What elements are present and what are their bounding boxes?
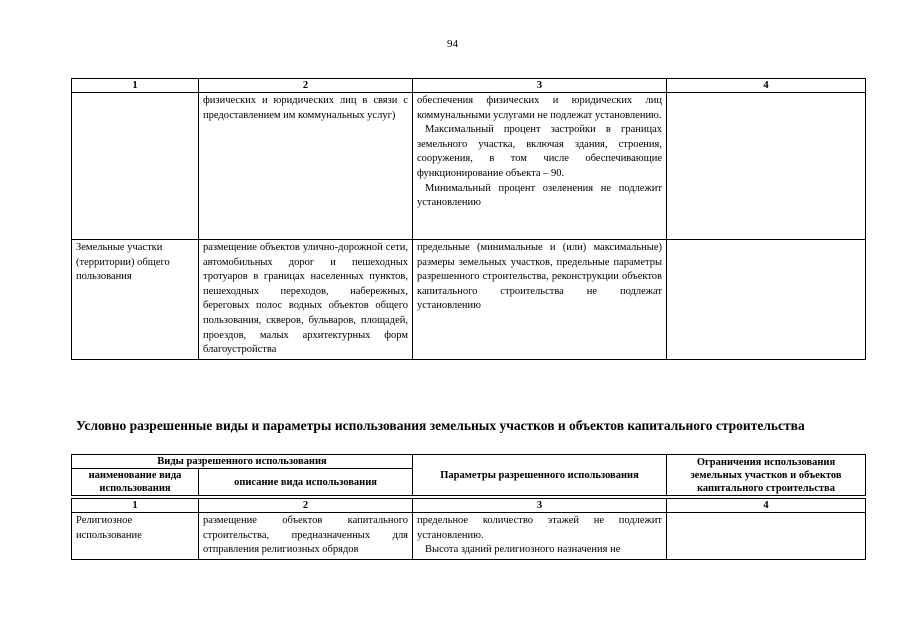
col-number: 4 <box>667 499 866 513</box>
col-number: 3 <box>413 499 667 513</box>
col-number: 2 <box>199 499 413 513</box>
table-row <box>72 93 866 240</box>
header-row <box>72 455 866 469</box>
parameter-paragraph: Минимальный процент озеленения не подлежит установлению <box>417 182 662 209</box>
use-name-cell: Религиозное использование <box>72 513 199 560</box>
parameter-paragraph: Максимальный процент застройки в границах земельного участка, включая здания, строения, сооружения, в том числе обеспечивающие функционирование объекта – 90. <box>417 124 662 179</box>
col-number: 2 <box>199 79 413 93</box>
use-name-cell <box>72 93 199 240</box>
use-limits-cell <box>667 240 866 360</box>
use-description-cell: размещение объектов улично-дорожной сети, автомобильных дорог и пешеходных тротуаров в границах населенных пунктов, пешеходных переходов, набережных, береговых полос водных объектов общего пользования, скверов, бульваров, площадей, проездов, малых архитектурных форм благоустройства <box>199 240 413 360</box>
use-limits-cell <box>667 93 866 240</box>
header-name: наименование вида использования <box>72 469 199 496</box>
header-desc: описание вида использования <box>199 469 413 496</box>
parameter-paragraph: предельные (минимальные и (или) максимальные) размеры земельных участков, предельные параметры разрешенного строительства, реконструкции объектов капитального строительства не подлежат установлению <box>417 242 662 312</box>
col-number: 4 <box>667 79 866 93</box>
header-group: Виды разрешенного использования <box>72 455 413 469</box>
table-row <box>72 513 866 560</box>
use-description-cell: физических и юридических лиц в связи с предоставлением им коммунальных услуг) <box>199 93 413 240</box>
column-number-row <box>72 499 866 513</box>
use-description-cell: размещение объектов капитального строительства, предназначенных для отправления религиозных обрядов <box>199 513 413 560</box>
use-parameters-cell <box>413 93 667 240</box>
use-limits-cell <box>667 513 866 560</box>
column-number-row <box>72 79 866 93</box>
col-number: 1 <box>72 499 199 513</box>
parameter-paragraph: предельное количество этажей не подлежит установлению. <box>417 515 663 541</box>
page-number: 94 <box>447 38 458 50</box>
use-name-cell: Земельные участки (территории) общего пользования <box>72 240 199 360</box>
col-number: 1 <box>72 79 199 93</box>
header-params: Параметры разрешенного использования <box>413 455 667 496</box>
header-limits: Ограничения использования земельных участков и объектов капитального строительства <box>667 455 866 496</box>
permitted-use-table <box>71 78 866 360</box>
use-parameters-cell <box>413 513 667 560</box>
col-number: 3 <box>413 79 667 93</box>
parameter-paragraph: обеспечения физических и юридических лиц коммунальными услугами не подлежат установлению. <box>417 95 662 121</box>
use-parameters-cell <box>413 240 667 360</box>
parameter-paragraph: Высота зданий религиозного назначения не <box>425 544 621 556</box>
section-title: Условно разрешенные виды и параметры использования земельных участков и объектов капитального строительства <box>76 418 805 433</box>
table-row <box>72 240 866 360</box>
conditional-use-table <box>71 454 866 560</box>
